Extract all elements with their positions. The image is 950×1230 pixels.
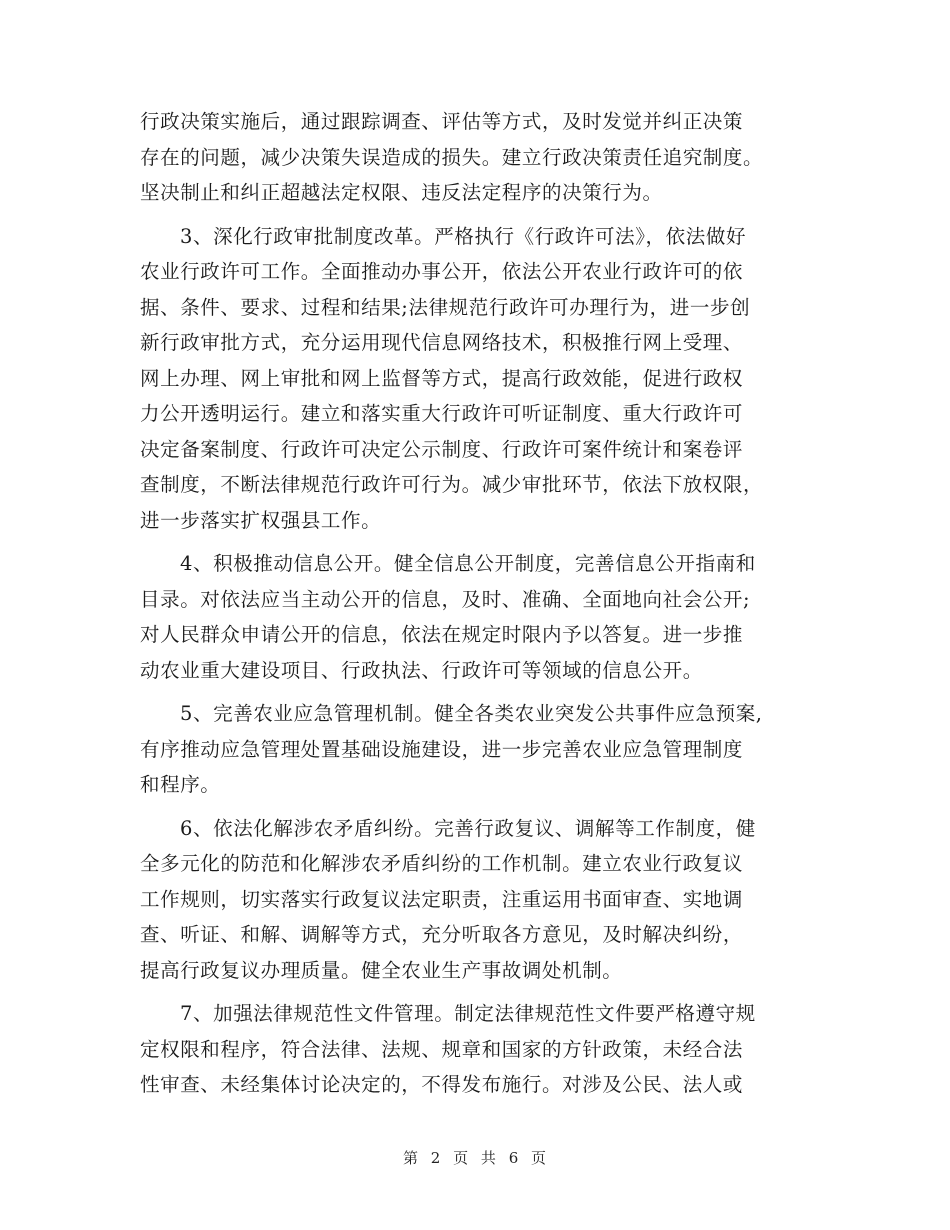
paragraph-1 <box>140 104 810 211</box>
text-line: 提高行政复议办理质量。健全农业生产事故调处机制。 <box>140 958 623 982</box>
text-line: 决定备案制度、行政许可决定公示制度、行政许可案件统计和案卷评 <box>140 437 744 461</box>
page-footer <box>0 1147 950 1168</box>
footer-page-label: 页 <box>453 1149 470 1167</box>
footer-suffix: 页 <box>531 1149 548 1167</box>
footer-page-number: 2 <box>430 1149 442 1167</box>
text-line: 和程序。 <box>140 773 221 796</box>
text-line: 查、听证、和解、调解等方式，充分听取各方意见，及时解决纠纷， <box>140 923 744 946</box>
text-line: 查制度，不断法律规范行政许可行为。减少审批环节，依法下放权限， <box>140 473 764 496</box>
paragraph-3 <box>140 546 810 688</box>
text-line: 据、条件、要求、过程和结果;法律规范行政许可办理行为，进一步创 <box>140 295 751 319</box>
text-line: 对人民群众申请公开的信息，依法在规定时限内予以答复。进一步推 <box>140 623 744 646</box>
text-line: 定权限和程序，符合法律、法规、规章和国家的方针政策，未经合法 <box>140 1037 744 1061</box>
text-line: 力公开透明运行。建立和落实重大行政许可听证制度、重大行政许可 <box>140 402 744 425</box>
paragraph-2 <box>140 219 810 539</box>
text-line: 进一步落实扩权强县工作。 <box>140 508 382 532</box>
footer-total-pages: 6 <box>508 1149 520 1167</box>
text-line: 行政决策实施后，通过跟踪调查、评估等方式，及时发觉并纠正决策 <box>140 110 744 133</box>
text-line: 3、深化行政审批制度改革。严格执行《行政许可法》，依法做好 <box>180 224 747 248</box>
text-line: 4、积极推动信息公开。健全信息公开制度，完善信息公开指南和 <box>180 552 756 575</box>
text-line: 网上办理、网上审批和网上监督等方式，提高行政效能，促进行政权 <box>140 366 744 390</box>
footer-prefix: 第 <box>402 1149 419 1167</box>
text-line: 新行政审批方式，充分运用现代信息网络技术，积极推行网上受理、 <box>140 331 744 354</box>
text-line: 6、依法化解涉农矛盾纠纷。完善行政复议、调解等工作制度，健 <box>180 816 756 840</box>
text-line: 工作规则，切实落实行政复议法定职责，注重运用书面审查、实地调 <box>140 887 744 911</box>
text-line: 性审查、未经集体讨论决定的，不得发布施行。对涉及公民、法人或 <box>140 1073 744 1096</box>
text-line: 农业行政许可工作。全面推动办事公开，依法公开农业行政许可的依 <box>140 260 744 283</box>
text-line: 动农业重大建设项目、行政执法、行政许可等领域的信息公开。 <box>140 658 703 682</box>
text-line: 坚决制止和纠正超越法定权限、违反法定程序的决策行为。 <box>140 181 663 204</box>
paragraph-6 <box>140 996 810 1103</box>
text-line: 有序推动应急管理处置基础设施建设，进一步完善农业应急管理制度 <box>140 737 744 761</box>
text-line: 5、完善农业应急管理机制。健全各类农业突发公共事件应急预案, <box>180 702 763 725</box>
text-line: 全多元化的防范和化解涉农矛盾纠纷的工作机制。建立农业行政复议 <box>140 852 744 875</box>
paragraph-5 <box>140 811 810 989</box>
text-line: 7、加强法律规范性文件管理。制定法律规范性文件要严格遵守规 <box>180 1002 756 1025</box>
document-body <box>140 104 810 1103</box>
footer-total-label: 共 <box>480 1149 497 1167</box>
text-line: 目录。对依法应当主动公开的信息，及时、准确、全面地向社会公开; <box>140 587 751 611</box>
paragraph-4 <box>140 696 810 803</box>
text-line: 存在的问题，减少决策失误造成的损失。建立行政决策责任追究制度。 <box>140 145 764 169</box>
